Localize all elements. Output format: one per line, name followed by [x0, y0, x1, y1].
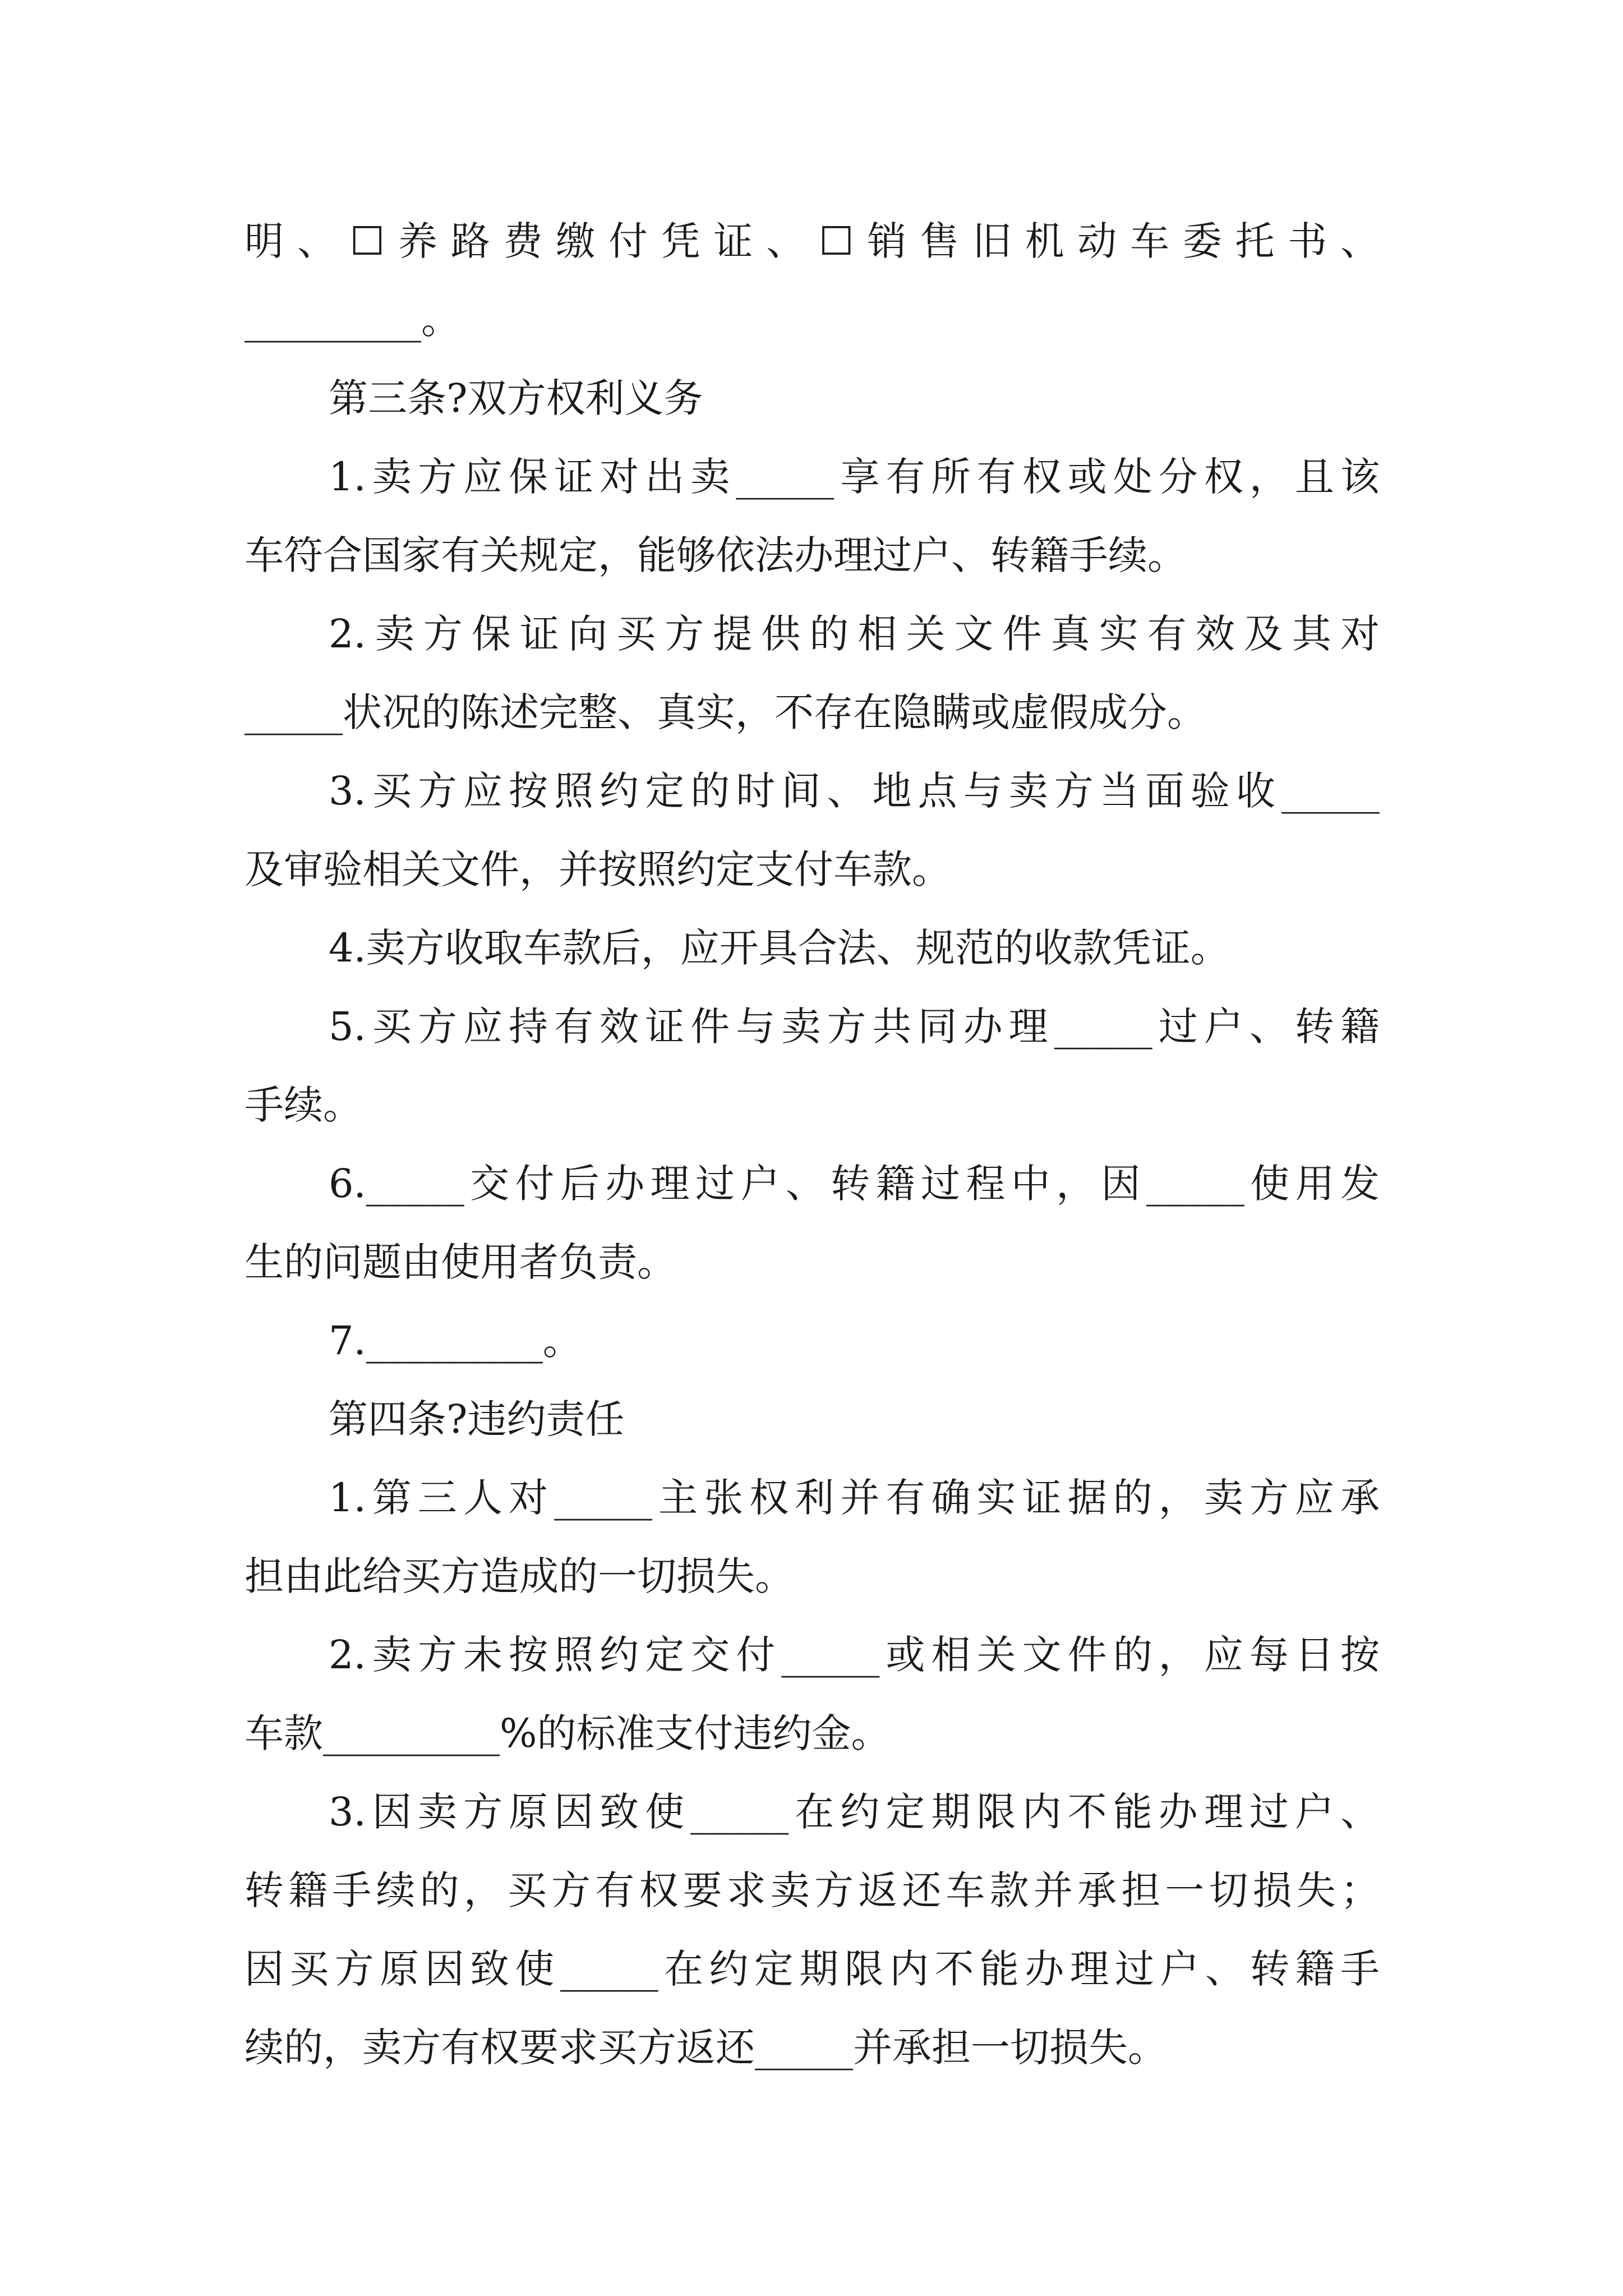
clause-item: 4.卖方收取车款后，应开具合法、规范的收款凭证。	[329, 925, 1230, 971]
text-line: 因买方原因致使_____在约定期限内不能办理过户、转籍手	[245, 1946, 1380, 1992]
text-line: _____状况的陈述完整、真实，不存在隐瞒或虚假成分。	[245, 689, 1206, 735]
text-line: 明、☐养路费缴付凭证、☐销售旧机动车委托书、	[245, 218, 1380, 264]
text-line: _________。	[245, 297, 460, 343]
section-heading: 第四条?违约责任	[329, 1396, 625, 1442]
text-line: 车符合国家有关规定，能够依法办理过户、转籍手续。	[245, 532, 1187, 578]
text-line: 车款_________%的标准支付违约金。	[245, 1710, 891, 1756]
clause-item: 3.买方应按照约定的时间、地点与卖方当面验收_____	[329, 768, 1380, 814]
clause-item: 7._________。	[329, 1318, 582, 1364]
text-line: 及审验相关文件，并按照约定支付车款。	[245, 846, 951, 892]
clause-item: 2.卖方保证向买方提供的相关文件真实有效及其对	[329, 611, 1380, 657]
text-line: 续的，卖方有权要求买方返还_____并承担一切损失。	[245, 2024, 1167, 2070]
section-heading: 第三条?双方权利义务	[329, 375, 703, 421]
clause-item: 3.因卖方原因致使_____在约定期限内不能办理过户、	[329, 1789, 1380, 1835]
clause-item: 1.第三人对_____主张权利并有确实证据的，卖方应承	[329, 1475, 1380, 1521]
text-line: 担由此给买方造成的一切损失。	[245, 1553, 794, 1599]
clause-item: 5.买方应持有效证件与卖方共同办理_____过户、转籍	[329, 1004, 1380, 1050]
clause-item: 6._____交付后办理过户、转籍过程中，因_____使用发	[329, 1161, 1380, 1207]
text-line: 转籍手续的，买方有权要求卖方返还车款并承担一切损失；	[245, 1867, 1380, 1913]
text-line: 手续。	[245, 1082, 362, 1128]
clause-item: 2.卖方未按照约定交付_____或相关文件的，应每日按	[329, 1632, 1380, 1678]
clause-item: 1.卖方应保证对出卖_____享有所有权或处分权，且该	[329, 454, 1380, 500]
text-line: 生的问题由使用者负责。	[245, 1239, 676, 1285]
